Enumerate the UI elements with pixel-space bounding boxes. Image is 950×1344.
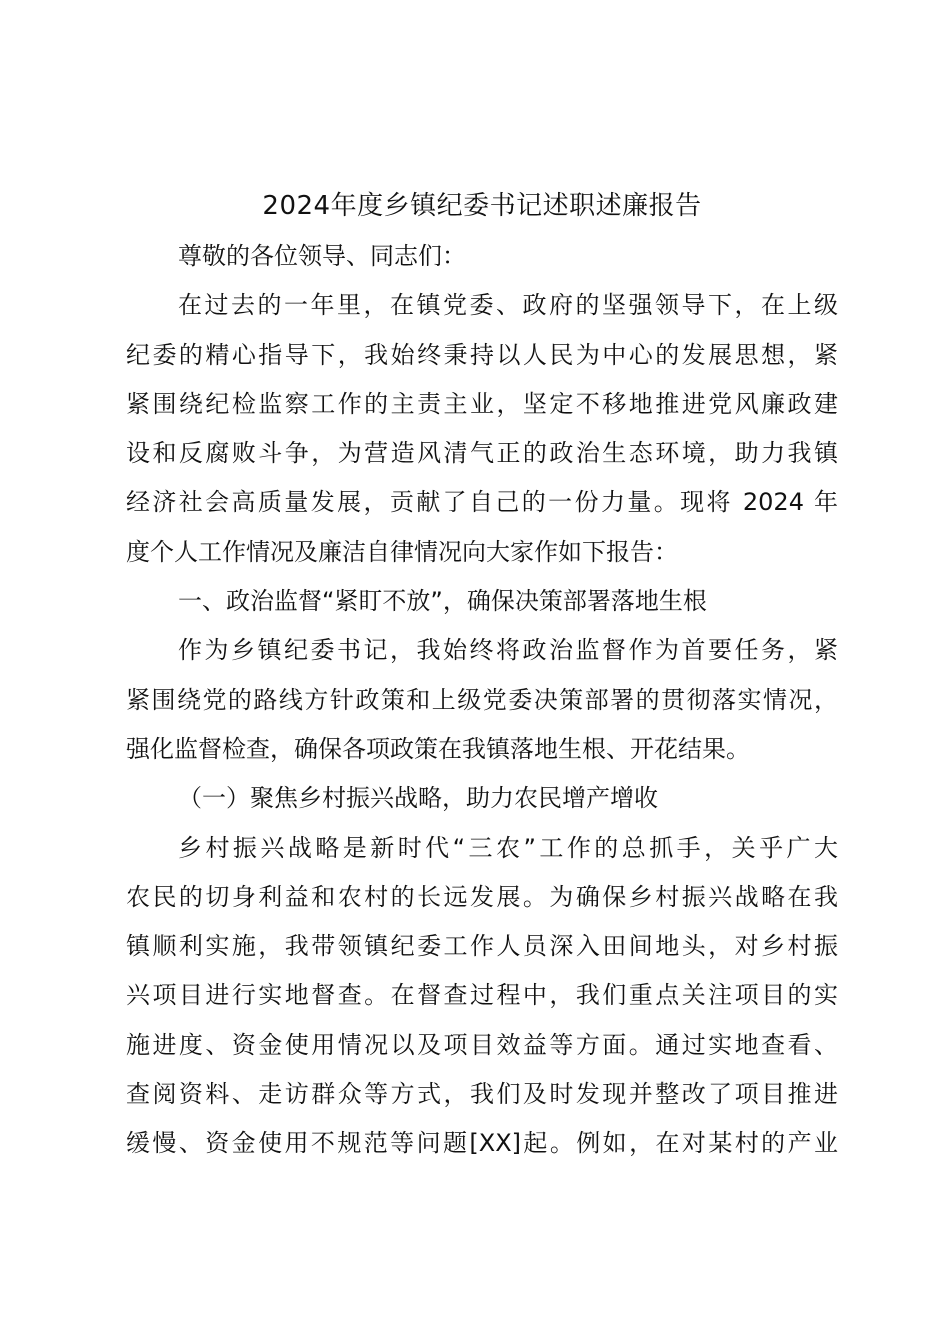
document-body xyxy=(126,180,838,1169)
subsection-heading: （一）聚焦乡村振兴战略，助力农民增产增收 xyxy=(178,784,658,813)
paragraph-line: 在过去的一年里，在镇党委、政府的坚强领导下，在上级 xyxy=(178,291,838,320)
paragraph-line: 强化监督检查，确保各项政策在我镇落地生根、开花结果。 xyxy=(126,734,750,763)
paragraph-line: 缓慢、资金使用不规范等问题[XX]起。例如，在对某村的产业 xyxy=(126,1129,838,1158)
paragraph-line: 施进度、资金使用情况以及项目效益等方面。通过实地查看、 xyxy=(126,1030,838,1059)
paragraph-line: 乡村振兴战略是新时代“三农”工作的总抓手，关乎广大 xyxy=(178,833,838,862)
paragraph-line: 度个人工作情况及廉洁自律情况向大家作如下报告： xyxy=(126,537,678,566)
paragraph-line: 兴项目进行实地督查。在督查过程中，我们重点关注项目的实 xyxy=(126,981,838,1010)
paragraph-line: 经济社会高质量发展，贡献了自己的一份力量。现将 2024 年 xyxy=(126,488,838,517)
paragraph-line: 镇顺利实施，我带领镇纪委工作人员深入田间地头，对乡村振 xyxy=(126,932,838,961)
paragraph-line: 纪委的精心指导下，我始终秉持以人民为中心的发展思想，紧 xyxy=(126,340,838,369)
paragraph-line: 查阅资料、走访群众等方式，我们及时发现并整改了项目推进 xyxy=(126,1080,838,1109)
paragraph-line: 紧围绕党的路线方针政策和上级党委决策部署的贯彻落实情况， xyxy=(126,685,838,714)
paragraph-line: 紧围绕纪检监察工作的主责主业，坚定不移地推进党风廉政建 xyxy=(126,389,838,418)
salutation-line: 尊敬的各位领导、同志们： xyxy=(178,242,466,270)
document-title: 2024年度乡镇纪委书记述职述廉报告 xyxy=(262,191,702,221)
section-heading: 一、政治监督“紧盯不放”，确保决策部署落地生根 xyxy=(178,587,707,616)
paragraph-line: 作为乡镇纪委书记，我始终将政治监督作为首要任务，紧 xyxy=(178,636,838,665)
paragraph-line: 农民的切身利益和农村的长远发展。为确保乡村振兴战略在我 xyxy=(126,882,838,911)
paragraph-line: 设和反腐败斗争，为营造风清气正的政治生态环境，助力我镇 xyxy=(126,439,838,468)
